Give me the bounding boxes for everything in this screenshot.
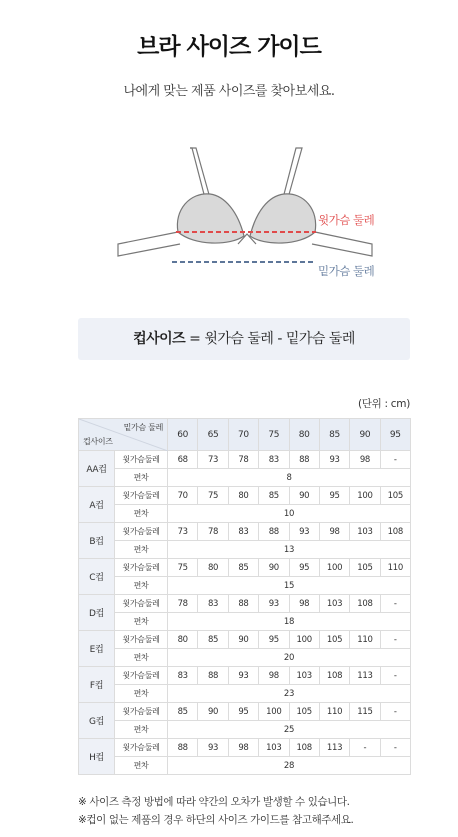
- table-row: [79, 541, 411, 559]
- difference-value: 23: [168, 685, 411, 703]
- upper-bust-value: 80: [228, 487, 258, 505]
- size-table: [78, 418, 411, 775]
- cup-size-cell: D컵: [79, 595, 115, 631]
- upper-bust-row-label: 윗가슴둘레: [115, 595, 168, 613]
- upper-bust-value: 90: [198, 703, 228, 721]
- difference-row-label: 편차: [115, 649, 168, 667]
- cup-size-cell: G컵: [79, 703, 115, 739]
- table-row: [79, 559, 411, 577]
- upper-bust-row-label: 윗가슴둘레: [115, 703, 168, 721]
- upper-bust-value: 83: [259, 451, 289, 469]
- column-header: 85: [319, 419, 349, 451]
- upper-bust-value: 110: [319, 703, 349, 721]
- upper-bust-row-label: 윗가슴둘레: [115, 523, 168, 541]
- upper-bust-value: -: [380, 451, 410, 469]
- upper-bust-value: 78: [228, 451, 258, 469]
- table-row: [79, 487, 411, 505]
- upper-bust-value: 95: [319, 487, 349, 505]
- upper-bust-value: 115: [350, 703, 380, 721]
- table-row: [79, 523, 411, 541]
- upper-bust-value: 90: [228, 631, 258, 649]
- upper-bust-value: 68: [168, 451, 198, 469]
- upper-bust-row-label: 윗가슴둘레: [115, 739, 168, 757]
- upper-bust-value: -: [350, 739, 380, 757]
- upper-bust-value: 85: [259, 487, 289, 505]
- cup-size-cell: C컵: [79, 559, 115, 595]
- bra-diagram: [110, 140, 400, 280]
- upper-bust-value: 78: [168, 595, 198, 613]
- upper-bust-row-label: 윗가슴둘레: [115, 559, 168, 577]
- upper-bust-value: 88: [198, 667, 228, 685]
- page-subtitle: 나에게 맞는 제품 사이즈를 찾아보세요.: [123, 84, 335, 99]
- upper-bust-row-label: 윗가슴둘레: [115, 451, 168, 469]
- upper-bust-value: 88: [289, 451, 319, 469]
- table-row: [79, 451, 411, 469]
- upper-bust-value: 108: [289, 739, 319, 757]
- upper-bust-value: 78: [198, 523, 228, 541]
- upper-bust-value: 83: [228, 523, 258, 541]
- table-header-row: [79, 419, 411, 451]
- table-row: [79, 757, 411, 775]
- upper-bust-value: 73: [168, 523, 198, 541]
- table-row: [79, 595, 411, 613]
- upper-bust-value: 103: [289, 667, 319, 685]
- upper-bust-value: 105: [319, 631, 349, 649]
- upper-bust-value: 95: [228, 703, 258, 721]
- upper-bust-value: -: [380, 703, 410, 721]
- table-row: [79, 631, 411, 649]
- table-corner-cell: [79, 419, 168, 451]
- table-row: [79, 649, 411, 667]
- bra-illustration: [110, 140, 400, 280]
- upper-bust-value: 98: [228, 739, 258, 757]
- upper-bust-value: 83: [198, 595, 228, 613]
- upper-bust-value: 73: [198, 451, 228, 469]
- table-row: [79, 739, 411, 757]
- cup-size-cell: A컵: [79, 487, 115, 523]
- difference-row-label: 편차: [115, 721, 168, 739]
- corner-under-bust: 밑가슴 둘레: [123, 423, 163, 432]
- upper-bust-value: 95: [259, 631, 289, 649]
- note-measurement: ※ 사이즈 측정 방법에 따라 약간의 오차가 발생할 수 있습니다.: [78, 796, 350, 808]
- difference-row-label: 편차: [115, 757, 168, 775]
- table-row: [79, 505, 411, 523]
- table-row: [79, 721, 411, 739]
- column-header: 90: [350, 419, 380, 451]
- difference-value: 20: [168, 649, 411, 667]
- upper-bust-value: 103: [259, 739, 289, 757]
- upper-bust-value: 98: [319, 523, 349, 541]
- difference-row-label: 편차: [115, 541, 168, 559]
- upper-bust-value: 85: [198, 631, 228, 649]
- column-header: 80: [289, 419, 319, 451]
- difference-value: 15: [168, 577, 411, 595]
- difference-row-label: 편차: [115, 613, 168, 631]
- upper-bust-row-label: 윗가슴둘레: [115, 631, 168, 649]
- upper-bust-value: 93: [319, 451, 349, 469]
- column-header: 75: [259, 419, 289, 451]
- upper-bust-value: 93: [198, 739, 228, 757]
- upper-bust-value: 98: [350, 451, 380, 469]
- upper-bust-value: 93: [289, 523, 319, 541]
- difference-row-label: 편차: [115, 469, 168, 487]
- upper-bust-row-label: 윗가슴둘레: [115, 487, 168, 505]
- difference-row-label: 편차: [115, 685, 168, 703]
- upper-bust-value: 70: [168, 487, 198, 505]
- upper-bust-value: 98: [259, 667, 289, 685]
- upper-bust-value: 100: [319, 559, 349, 577]
- cup-size-cell: B컵: [79, 523, 115, 559]
- upper-bust-value: 108: [380, 523, 410, 541]
- upper-bust-value: 108: [319, 667, 349, 685]
- upper-bust-value: 80: [168, 631, 198, 649]
- cup-size-formula: [78, 318, 410, 360]
- column-header: 70: [228, 419, 258, 451]
- corner-cup-size: 컵사이즈: [83, 437, 113, 446]
- upper-bust-value: 108: [350, 595, 380, 613]
- column-header: 95: [380, 419, 410, 451]
- upper-bust-value: 103: [319, 595, 349, 613]
- upper-bust-value: 110: [380, 559, 410, 577]
- upper-bust-value: 105: [289, 703, 319, 721]
- table-row: [79, 703, 411, 721]
- difference-row-label: 편차: [115, 577, 168, 595]
- cup-size-cell: E컵: [79, 631, 115, 667]
- under-bust-label: 밑가슴 둘레: [318, 264, 375, 278]
- column-header: 60: [168, 419, 198, 451]
- cup-size-cell: H컵: [79, 739, 115, 775]
- table-row: [79, 685, 411, 703]
- upper-bust-value: -: [380, 667, 410, 685]
- upper-bust-value: 85: [228, 559, 258, 577]
- upper-bust-row-label: 윗가슴둘레: [115, 667, 168, 685]
- page-title: 브라 사이즈 가이드: [137, 34, 321, 60]
- difference-value: 28: [168, 757, 411, 775]
- upper-bust-value: 88: [168, 739, 198, 757]
- upper-bust-value: 105: [350, 559, 380, 577]
- upper-bust-value: -: [380, 595, 410, 613]
- difference-value: 13: [168, 541, 411, 559]
- upper-bust-value: 95: [289, 559, 319, 577]
- upper-bust-value: 88: [228, 595, 258, 613]
- upper-bust-label: 윗가슴 둘레: [318, 213, 375, 227]
- upper-bust-value: 105: [380, 487, 410, 505]
- upper-bust-value: 75: [168, 559, 198, 577]
- upper-bust-value: 93: [228, 667, 258, 685]
- difference-value: 18: [168, 613, 411, 631]
- upper-bust-value: 100: [259, 703, 289, 721]
- upper-bust-value: 90: [289, 487, 319, 505]
- table-row: [79, 577, 411, 595]
- table-row: [79, 613, 411, 631]
- upper-bust-value: 80: [198, 559, 228, 577]
- formula-right: = 윗가슴 둘레 - 밑가슴 둘레: [189, 331, 355, 347]
- cup-size-cell: F컵: [79, 667, 115, 703]
- difference-row-label: 편차: [115, 505, 168, 523]
- upper-bust-value: 93: [259, 595, 289, 613]
- upper-bust-value: 75: [198, 487, 228, 505]
- note-no-cup: ※컵이 없는 제품의 경우 하단의 사이즈 가이드를 참고해주세요.: [78, 814, 354, 826]
- upper-bust-value: 100: [289, 631, 319, 649]
- difference-value: 8: [168, 469, 411, 487]
- upper-bust-value: 103: [350, 523, 380, 541]
- upper-bust-value: 90: [259, 559, 289, 577]
- upper-bust-value: 83: [168, 667, 198, 685]
- upper-bust-value: -: [380, 739, 410, 757]
- upper-bust-value: 100: [350, 487, 380, 505]
- upper-bust-value: 88: [259, 523, 289, 541]
- table-row: [79, 667, 411, 685]
- difference-value: 10: [168, 505, 411, 523]
- size-table-body: [79, 451, 411, 775]
- formula-left: 컵사이즈: [133, 331, 186, 347]
- upper-bust-value: 113: [350, 667, 380, 685]
- table-row: [79, 469, 411, 487]
- upper-bust-value: 85: [168, 703, 198, 721]
- upper-bust-value: 110: [350, 631, 380, 649]
- column-header: 65: [198, 419, 228, 451]
- upper-bust-value: -: [380, 631, 410, 649]
- difference-value: 25: [168, 721, 411, 739]
- upper-bust-value: 113: [319, 739, 349, 757]
- cup-size-cell: AA컵: [79, 451, 115, 487]
- upper-bust-value: 98: [289, 595, 319, 613]
- unit-label: (단위 : cm): [358, 398, 410, 410]
